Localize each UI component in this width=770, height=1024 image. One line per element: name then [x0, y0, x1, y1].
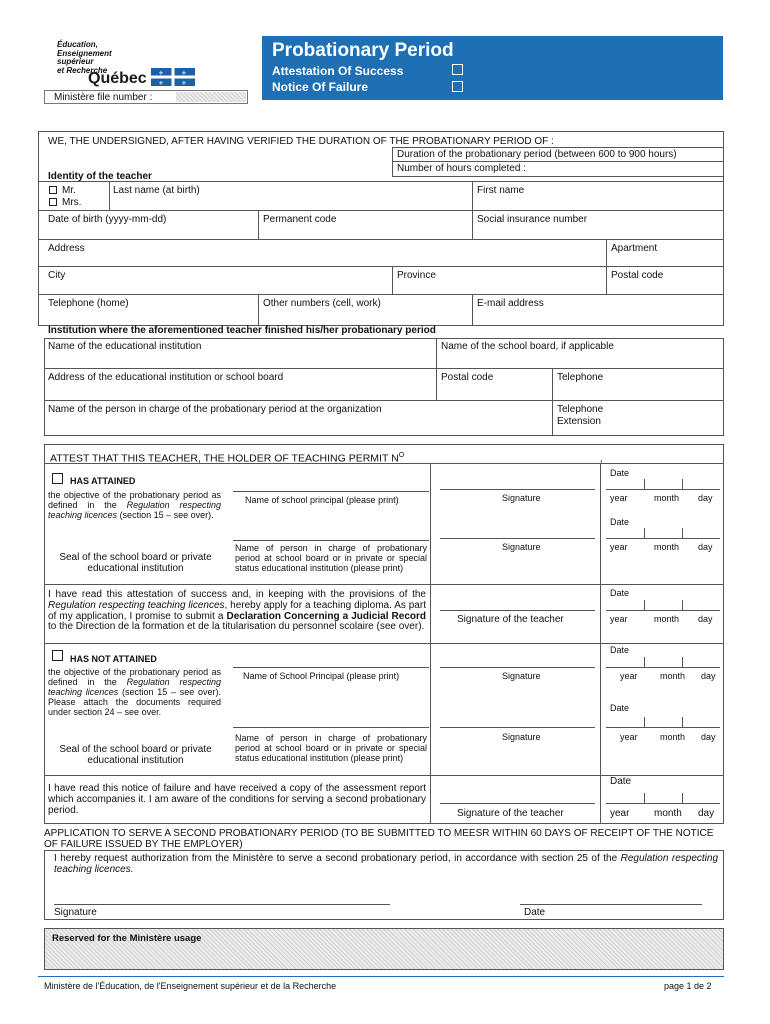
day-label: day [701, 732, 716, 742]
month-label: month [660, 732, 686, 742]
not-attained-desc-section: (section 15 – see over). Please attach the documents required under section 24 – see over. [48, 687, 221, 717]
identity-section-title: Identity of the teacher [48, 171, 152, 182]
day-label: day [698, 542, 713, 552]
permit-number-field[interactable]: _________________________________, [407, 452, 603, 465]
apartment-field[interactable]: Apartment [611, 243, 658, 254]
judicial-record-declaration: Declaration Concerning a Judicial Record [226, 610, 426, 622]
principal-signature-field-failure[interactable]: Signature [502, 671, 541, 681]
province-field[interactable]: Province [397, 270, 436, 281]
month-label: month [660, 671, 686, 681]
institution-name-field[interactable]: Name of the educational institution [48, 341, 202, 352]
logo-line: et Recherche [57, 65, 108, 75]
address-field[interactable]: Address [48, 243, 85, 254]
person-extension-field[interactable]: Extension [557, 416, 601, 427]
mr-checkbox[interactable] [49, 186, 57, 194]
date-label: Date [610, 645, 630, 655]
not-attained-desc-regulation: Regulation respecting teaching licences [48, 677, 221, 697]
school-board-field[interactable]: Name of the school board, if applicable [441, 341, 614, 352]
second-period-signature-field[interactable]: Signature [54, 907, 97, 918]
email-field[interactable]: E-mail address [477, 298, 544, 309]
date-label: Date [610, 517, 630, 527]
year-label: year [610, 614, 628, 624]
intro-statement: WE, THE UNDERSIGNED, AFTER HAVING VERIFIED THE DURATION OF THE PROBATIONARY PERIOD OF : [48, 136, 554, 147]
last-name-field[interactable]: Last name (at birth) [113, 185, 200, 196]
principal-signature-field[interactable]: Signature [502, 493, 541, 503]
success-declaration-regulation: Regulation respecting teaching licences [48, 599, 225, 611]
month-label: month [654, 542, 680, 552]
institution-section-title: Institution where the aforementioned teacher finished his/her probationary period [48, 325, 436, 336]
not-attained-description [48, 667, 221, 717]
duration-label: Duration of the probationary period (between 600 to 900 hours) [397, 149, 677, 160]
page-number: page 1 de 2 [664, 981, 712, 991]
year-label: year [620, 671, 638, 681]
has-not-attained-checkbox[interactable] [52, 650, 63, 661]
failure-declaration: I have read this notice of failure and have received a copy of the assessment report which accompanies it. I am aware of the conditions for serving a second probationary period. [48, 783, 426, 816]
second-period-title: APPLICATION TO SERVE A SECOND PROBATIONARY PERIOD (TO BE SUBMITTED TO MEESR WITHIN 60 DAYS OF RECEIPT OF THE NOTICE OF FAILURE ISSUED BY THE EMPLOYER) [44, 828, 714, 850]
day-label: day [701, 671, 716, 681]
other-numbers-field[interactable]: Other numbers (cell, work) [263, 298, 381, 309]
success-declaration [48, 590, 426, 633]
person-telephone-field[interactable]: Telephone [557, 404, 604, 415]
second-period-date-field[interactable]: Date [524, 907, 546, 918]
svg-text:⚜: ⚜ [158, 80, 164, 86]
option-success-label: Attestation Of Success [272, 64, 404, 78]
mrs-checkbox[interactable] [49, 198, 57, 206]
success-declaration-text-3: to the Direction de la formation et de la titularisation du personnel scolaire (see over). [48, 621, 425, 633]
mr-label: Mr. [62, 185, 76, 196]
institution-address-field[interactable]: Address of the educational institution or school board [48, 372, 284, 383]
option-failure-label: Notice Of Failure [272, 80, 369, 94]
social-insurance-field[interactable]: Social insurance number [477, 214, 588, 225]
person-in-charge-name-field-failure[interactable]: Name of person in charge of probationary period at school board or in private or special status educational institution (please print) [235, 733, 427, 763]
footer-ministry: Ministère de l'Éducation, de l'Enseignement supérieur et de la Recherche [44, 981, 337, 991]
file-number-input[interactable] [176, 92, 246, 102]
date-of-birth-field[interactable]: Date of birth (yyyy-mm-dd) [48, 214, 167, 225]
month-label: month [654, 808, 682, 819]
has-attained-label: HAS ATTAINED [70, 476, 136, 486]
permanent-code-field[interactable]: Permanent code [263, 214, 337, 225]
fleur-de-lis-flag-icon [151, 68, 195, 86]
principal-name-field[interactable]: Name of school principal (please print) [245, 495, 399, 505]
person-signature-field-failure[interactable]: Signature [502, 732, 541, 742]
hours-completed-field[interactable]: Number of hours completed : [397, 163, 526, 174]
svg-text:⚜: ⚜ [158, 70, 164, 77]
institution-section [44, 338, 724, 436]
has-attained-checkbox[interactable] [52, 473, 63, 484]
institution-postal-code-field[interactable]: Postal code [441, 372, 494, 383]
attained-desc-regulation: Regulation respecting teaching licences [48, 500, 221, 520]
seal-area: Seal of the school board or private educational institution [59, 552, 212, 574]
second-period-regulation: Regulation respecting teaching licences. [54, 853, 719, 875]
person-in-charge-name-field[interactable]: Name of person in charge of probationary period at school board or in private or special status educational institution (please print) [235, 543, 427, 573]
success-checkbox[interactable] [452, 64, 463, 75]
success-declaration-text: I have read this attestation of success and, in keeping with the provisions of the [48, 589, 426, 600]
file-number-label: Ministère file number : [54, 92, 153, 103]
institution-telephone-field[interactable]: Telephone [557, 372, 604, 383]
teacher-signature-field-failure[interactable]: Signature of the teacher [457, 808, 564, 819]
attained-desc-text: the objective of the probationary period as defined in the [48, 490, 221, 510]
person-in-charge-field[interactable]: Name of the person in charge of the probationary period at the organization [48, 404, 382, 415]
seal-area-failure: Seal of the school board or private educational institution [59, 744, 212, 766]
month-label: month [654, 614, 680, 624]
has-not-attained-label: HAS NOT ATTAINED [70, 654, 157, 664]
reserved-label: Reserved for the Ministère usage [52, 933, 202, 944]
success-declaration-text-2: , hereby apply for a teaching diploma. As part of my application, I promise to submit a [48, 599, 426, 622]
svg-text:⚜: ⚜ [181, 80, 187, 86]
failure-checkbox[interactable] [452, 81, 463, 92]
year-label: year [610, 542, 628, 552]
logo-brand: Québec [88, 70, 147, 87]
telephone-home-field[interactable]: Telephone (home) [48, 298, 129, 309]
form-title: Probationary Period [272, 40, 454, 61]
date-label: Date [610, 468, 630, 478]
attained-desc-section: (section 15 – see over). [119, 510, 214, 520]
svg-text:⚜: ⚜ [181, 70, 187, 77]
postal-code-field[interactable]: Postal code [611, 270, 664, 281]
person-signature-field[interactable]: Signature [502, 542, 541, 552]
year-label: year [620, 732, 638, 742]
logo-line: Éducation, [57, 40, 98, 49]
second-period-request-text: I hereby request authorization from the Ministère to serve a second probationary period, in accordance with section 25 of the [54, 853, 618, 864]
attest-superscript: O [398, 452, 405, 459]
date-label: Date [610, 776, 632, 787]
city-field[interactable]: City [48, 270, 66, 281]
first-name-field[interactable]: First name [477, 185, 525, 196]
day-label: day [698, 493, 713, 503]
second-period-request [54, 853, 718, 875]
year-label: year [610, 808, 630, 819]
day-label: day [698, 808, 715, 819]
logo-line: supérieur [57, 57, 94, 66]
date-label: Date [610, 703, 630, 713]
mrs-label: Mrs. [62, 197, 82, 208]
month-label: month [654, 493, 680, 503]
date-label: Date [610, 588, 630, 598]
year-label: year [610, 493, 628, 503]
day-label: day [698, 614, 713, 624]
attained-description [48, 490, 221, 520]
attest-text: ATTEST THAT THIS TEACHER, THE HOLDER OF TEACHING PERMIT N [50, 452, 399, 465]
logo-line: Enseignement [57, 48, 112, 58]
principal-name-field-failure[interactable]: Name of School Principal (please print) [243, 671, 400, 681]
not-attained-desc-text: the objective of the probationary period as defined in the [48, 667, 221, 687]
form-header [262, 36, 723, 100]
teacher-signature-field[interactable]: Signature of the teacher [457, 614, 564, 625]
